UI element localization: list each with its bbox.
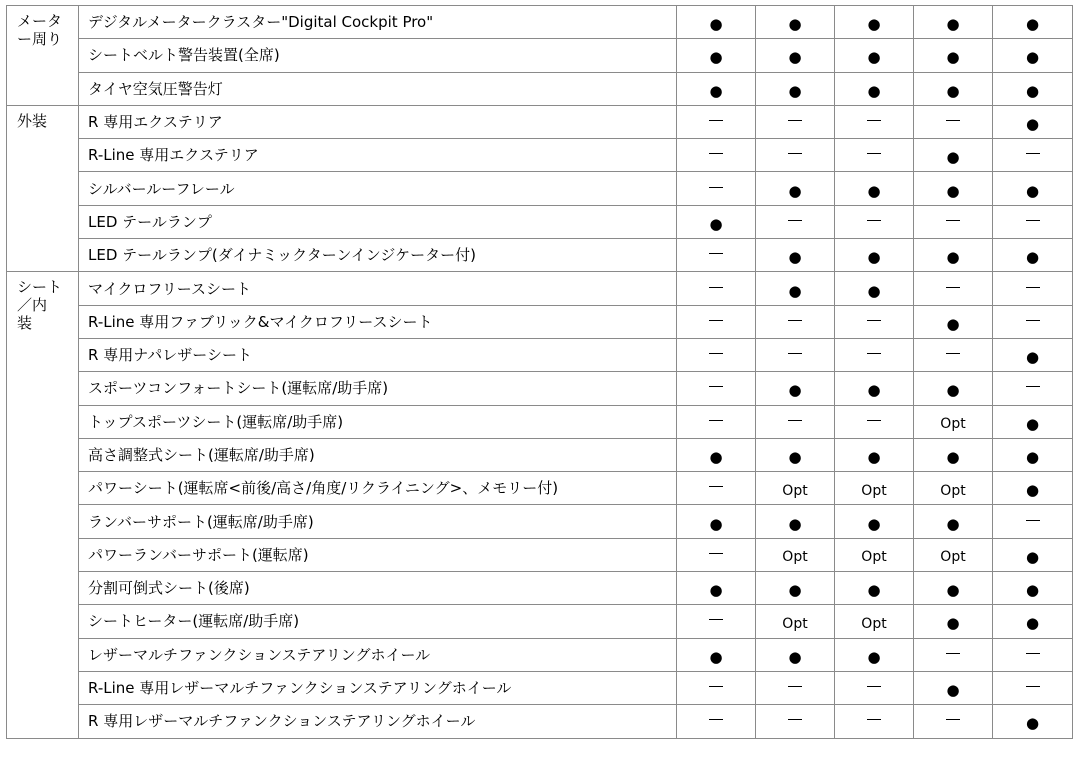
category-label: メータ [17, 12, 63, 30]
standard-mark: ● [788, 581, 802, 600]
not-available-mark [1026, 686, 1040, 687]
not-available-mark [946, 120, 960, 121]
standard-mark: ● [946, 448, 960, 466]
availability-cell [914, 472, 993, 505]
table-row [7, 538, 1073, 571]
table-row [7, 139, 1073, 172]
standard-mark: ● [867, 248, 881, 267]
availability-cell [756, 72, 835, 105]
not-available-mark [1026, 320, 1040, 321]
availability-cell [677, 105, 756, 138]
standard-mark: ● [709, 581, 723, 600]
availability-cell [756, 438, 835, 471]
availability-cell [914, 538, 993, 571]
not-available-mark [867, 153, 881, 154]
availability-cell [835, 272, 914, 305]
feature-name: R-Line 専用エクステリア [79, 139, 677, 172]
table-row [7, 505, 1073, 538]
standard-mark: ● [788, 181, 802, 200]
availability-cell [677, 72, 756, 105]
feature-name: R 専用ナパレザーシート [79, 338, 677, 371]
availability-cell [835, 139, 914, 172]
availability-cell [756, 239, 835, 272]
availability-cell [993, 705, 1073, 738]
availability-cell [677, 239, 756, 272]
standard-mark: ● [788, 381, 802, 400]
standard-mark: ● [1025, 714, 1040, 733]
feature-name: LED テールランプ(ダイナミックターンインジケーター付) [79, 239, 677, 272]
feature-name: パワーシート(運転席<前後/高さ/角度/リクライニング>、メモリー付) [79, 472, 677, 505]
availability-cell [914, 139, 993, 172]
not-available-mark [709, 619, 723, 620]
availability-cell [835, 105, 914, 138]
availability-cell [677, 6, 756, 39]
feature-name: トップスポーツシート(運転席/助手席) [79, 405, 677, 438]
not-available-mark [1026, 287, 1040, 288]
equipment-spec-table [6, 5, 1073, 739]
feature-name: 高さ調整式シート(運転席/助手席) [79, 438, 677, 471]
spec-table-body [7, 6, 1073, 739]
table-row [7, 705, 1073, 738]
standard-mark: ● [946, 614, 960, 633]
feature-name: レザーマルチファンクションステアリングホイール [79, 638, 677, 671]
standard-mark: ● [946, 514, 960, 533]
not-available-mark [709, 153, 723, 154]
availability-cell [993, 105, 1073, 138]
availability-cell [677, 372, 756, 405]
not-available-mark [867, 220, 881, 221]
standard-mark: ● [946, 681, 960, 700]
feature-name: R-Line 専用レザーマルチファンクションステアリングホイール [79, 671, 677, 704]
availability-cell [677, 605, 756, 638]
not-available-mark [1026, 653, 1040, 654]
availability-cell [835, 205, 914, 238]
table-row [7, 272, 1073, 305]
availability-cell [914, 39, 993, 72]
availability-cell [993, 605, 1073, 638]
not-available-mark [709, 420, 723, 421]
availability-cell [677, 572, 756, 605]
availability-cell [914, 572, 993, 605]
table-row [7, 105, 1073, 138]
table-row [7, 372, 1073, 405]
table-row [7, 305, 1073, 338]
standard-mark: ● [1025, 581, 1040, 600]
standard-mark: ● [946, 381, 960, 400]
availability-cell [993, 172, 1073, 205]
category-label: ／内 [17, 296, 48, 315]
availability-cell [835, 505, 914, 538]
standard-mark: ● [1025, 547, 1040, 566]
availability-cell [914, 638, 993, 671]
availability-cell [835, 372, 914, 405]
table-row [7, 438, 1073, 471]
standard-mark: ● [788, 48, 802, 67]
feature-name: スポーツコンフォートシート(運転席/助手席) [79, 372, 677, 405]
table-row [7, 172, 1073, 205]
availability-cell [756, 139, 835, 172]
table-row [7, 605, 1073, 638]
availability-cell [914, 239, 993, 272]
feature-name: LED テールランプ [79, 205, 677, 238]
availability-cell [677, 39, 756, 72]
availability-cell [914, 72, 993, 105]
availability-cell [993, 39, 1073, 72]
not-available-mark [709, 120, 723, 121]
availability-cell [993, 205, 1073, 238]
availability-cell [914, 372, 993, 405]
standard-mark: ● [788, 15, 802, 34]
not-available-mark [709, 187, 723, 188]
standard-mark: ● [709, 514, 723, 533]
availability-cell [914, 438, 993, 471]
availability-cell [756, 705, 835, 738]
standard-mark: ● [867, 81, 881, 100]
category-cell [7, 6, 79, 106]
standard-mark: ● [709, 647, 723, 666]
not-available-mark [946, 287, 960, 288]
not-available-mark [788, 686, 802, 687]
standard-mark: ● [946, 48, 960, 67]
not-available-mark [867, 686, 881, 687]
availability-cell [914, 172, 993, 205]
availability-cell [914, 105, 993, 138]
not-available-mark [709, 486, 723, 487]
not-available-mark [709, 353, 723, 354]
availability-cell [677, 705, 756, 738]
availability-cell [993, 6, 1073, 39]
category-cell [7, 105, 79, 271]
availability-cell [756, 205, 835, 238]
availability-cell [835, 538, 914, 571]
availability-cell [835, 405, 914, 438]
availability-cell [993, 538, 1073, 571]
availability-cell [677, 472, 756, 505]
standard-mark: ● [788, 281, 802, 300]
availability-cell [993, 239, 1073, 272]
standard-mark: ● [867, 448, 881, 466]
not-available-mark [867, 320, 881, 321]
not-available-mark [788, 719, 802, 720]
not-available-mark [709, 287, 723, 288]
not-available-mark [1026, 153, 1040, 154]
availability-cell [756, 6, 835, 39]
availability-cell [993, 338, 1073, 371]
standard-mark: ● [946, 581, 960, 600]
option-mark: Opt [861, 549, 887, 566]
availability-cell [914, 605, 993, 638]
availability-cell [993, 472, 1073, 505]
availability-cell [835, 671, 914, 704]
not-available-mark [946, 220, 960, 221]
standard-mark: ● [867, 281, 881, 300]
availability-cell [914, 305, 993, 338]
standard-mark: ● [1025, 15, 1040, 34]
availability-cell [756, 572, 835, 605]
feature-name: R 専用エクステリア [79, 105, 677, 138]
availability-cell [993, 438, 1073, 471]
availability-cell [756, 172, 835, 205]
availability-cell [993, 272, 1073, 305]
availability-cell [677, 438, 756, 471]
standard-mark: ● [709, 81, 723, 100]
availability-cell [835, 638, 914, 671]
standard-mark: ● [709, 48, 723, 67]
not-available-mark [1026, 220, 1040, 221]
availability-cell [835, 72, 914, 105]
not-available-mark [867, 120, 881, 121]
standard-mark: ● [788, 248, 802, 267]
availability-cell [993, 572, 1073, 605]
availability-cell [993, 372, 1073, 405]
availability-cell [677, 139, 756, 172]
standard-mark: ● [867, 514, 881, 533]
availability-cell [914, 272, 993, 305]
availability-cell [756, 305, 835, 338]
availability-cell [756, 605, 835, 638]
standard-mark: ● [788, 514, 802, 533]
availability-cell [756, 538, 835, 571]
availability-cell [993, 305, 1073, 338]
availability-cell [993, 405, 1073, 438]
standard-mark: ● [788, 448, 802, 466]
availability-cell [756, 671, 835, 704]
option-mark: Opt [940, 416, 966, 433]
not-available-mark [788, 120, 802, 121]
availability-cell [914, 205, 993, 238]
availability-cell [677, 505, 756, 538]
availability-cell [914, 671, 993, 704]
not-available-mark [1026, 386, 1040, 387]
availability-cell [914, 505, 993, 538]
not-available-mark [709, 553, 723, 554]
availability-cell [677, 538, 756, 571]
standard-mark: ● [709, 15, 723, 34]
standard-mark: ● [709, 214, 723, 233]
not-available-mark [788, 320, 802, 321]
table-row [7, 671, 1073, 704]
table-row [7, 39, 1073, 72]
table-row [7, 72, 1073, 105]
not-available-mark [709, 253, 723, 254]
standard-mark: ● [1025, 48, 1040, 67]
standard-mark: ● [788, 647, 802, 666]
feature-name: R 専用レザーマルチファンクションステアリングホイール [79, 705, 677, 738]
option-mark: Opt [940, 482, 966, 499]
feature-name: 分割可倒式シート(後席) [79, 572, 677, 605]
feature-name: シルバールーフレール [79, 172, 677, 205]
not-available-mark [788, 353, 802, 354]
standard-mark: ● [867, 647, 881, 666]
category-label: ー周り [17, 30, 63, 48]
availability-cell [756, 338, 835, 371]
option-mark: Opt [782, 615, 808, 632]
standard-mark: ● [946, 181, 960, 200]
not-available-mark [709, 386, 723, 387]
standard-mark: ● [867, 381, 881, 400]
not-available-mark [709, 719, 723, 720]
availability-cell [993, 139, 1073, 172]
availability-cell [756, 39, 835, 72]
category-label: 装 [17, 314, 33, 333]
availability-cell [993, 72, 1073, 105]
feature-name: デジタルメータークラスター"Digital Cockpit Pro" [79, 6, 677, 39]
standard-mark: ● [867, 15, 881, 34]
table-row [7, 239, 1073, 272]
standard-mark: ● [867, 181, 881, 200]
availability-cell [835, 572, 914, 605]
standard-mark: ● [1025, 448, 1040, 466]
not-available-mark [788, 420, 802, 421]
standard-mark: ● [867, 581, 881, 600]
availability-cell [835, 39, 914, 72]
standard-mark: ● [1025, 481, 1040, 500]
availability-cell [993, 505, 1073, 538]
not-available-mark [1026, 520, 1040, 521]
standard-mark: ● [1025, 181, 1040, 200]
not-available-mark [709, 686, 723, 687]
standard-mark: ● [788, 81, 802, 100]
standard-mark: ● [1025, 348, 1040, 367]
not-available-mark [788, 153, 802, 154]
option-mark: Opt [861, 482, 887, 499]
table-row [7, 472, 1073, 505]
availability-cell [835, 472, 914, 505]
availability-cell [756, 272, 835, 305]
availability-cell [677, 172, 756, 205]
availability-cell [677, 205, 756, 238]
feature-name: ランバーサポート(運転席/助手席) [79, 505, 677, 538]
standard-mark: ● [946, 148, 960, 167]
table-row [7, 205, 1073, 238]
standard-mark: ● [1025, 614, 1040, 633]
availability-cell [756, 405, 835, 438]
standard-mark: ● [946, 248, 960, 267]
table-row [7, 405, 1073, 438]
availability-cell [835, 239, 914, 272]
availability-cell [677, 272, 756, 305]
table-row [7, 338, 1073, 371]
not-available-mark [946, 353, 960, 354]
not-available-mark [946, 719, 960, 720]
feature-name: マイクロフリースシート [79, 272, 677, 305]
availability-cell [756, 472, 835, 505]
availability-cell [993, 671, 1073, 704]
availability-cell [914, 6, 993, 39]
not-available-mark [867, 420, 881, 421]
category-label: シート [17, 278, 63, 297]
availability-cell [677, 638, 756, 671]
not-available-mark [867, 719, 881, 720]
availability-cell [677, 405, 756, 438]
standard-mark: ● [1025, 248, 1040, 267]
availability-cell [835, 305, 914, 338]
availability-cell [677, 671, 756, 704]
feature-name: シートベルト警告装置(全席) [79, 39, 677, 72]
availability-cell [756, 638, 835, 671]
category-cell [7, 272, 79, 738]
feature-name: シートヒーター(運転席/助手席) [79, 605, 677, 638]
not-available-mark [867, 353, 881, 354]
availability-cell [835, 438, 914, 471]
standard-mark: ● [867, 48, 881, 67]
option-mark: Opt [940, 549, 966, 566]
availability-cell [677, 305, 756, 338]
feature-name: タイヤ空気圧警告灯 [79, 72, 677, 105]
availability-cell [835, 605, 914, 638]
availability-cell [914, 405, 993, 438]
availability-cell [835, 338, 914, 371]
availability-cell [756, 372, 835, 405]
availability-cell [677, 338, 756, 371]
standard-mark: ● [709, 448, 723, 466]
not-available-mark [788, 220, 802, 221]
option-mark: Opt [782, 549, 808, 566]
not-available-mark [946, 653, 960, 654]
standard-mark: ● [946, 314, 960, 333]
availability-cell [835, 705, 914, 738]
availability-cell [835, 6, 914, 39]
table-row [7, 6, 1073, 39]
standard-mark: ● [946, 81, 960, 100]
standard-mark: ● [946, 15, 960, 34]
table-row [7, 638, 1073, 671]
availability-cell [993, 638, 1073, 671]
standard-mark: ● [1025, 81, 1040, 100]
feature-name: パワーランバーサポート(運転席) [79, 538, 677, 571]
availability-cell [914, 338, 993, 371]
standard-mark: ● [1025, 414, 1040, 433]
feature-name: R-Line 専用ファブリック&マイクロフリースシート [79, 305, 677, 338]
availability-cell [835, 172, 914, 205]
table-row [7, 572, 1073, 605]
availability-cell [914, 705, 993, 738]
option-mark: Opt [861, 615, 887, 632]
standard-mark: ● [1025, 115, 1040, 134]
availability-cell [756, 105, 835, 138]
availability-cell [756, 505, 835, 538]
category-label: 外装 [17, 111, 48, 130]
option-mark: Opt [782, 482, 808, 499]
not-available-mark [709, 320, 723, 321]
